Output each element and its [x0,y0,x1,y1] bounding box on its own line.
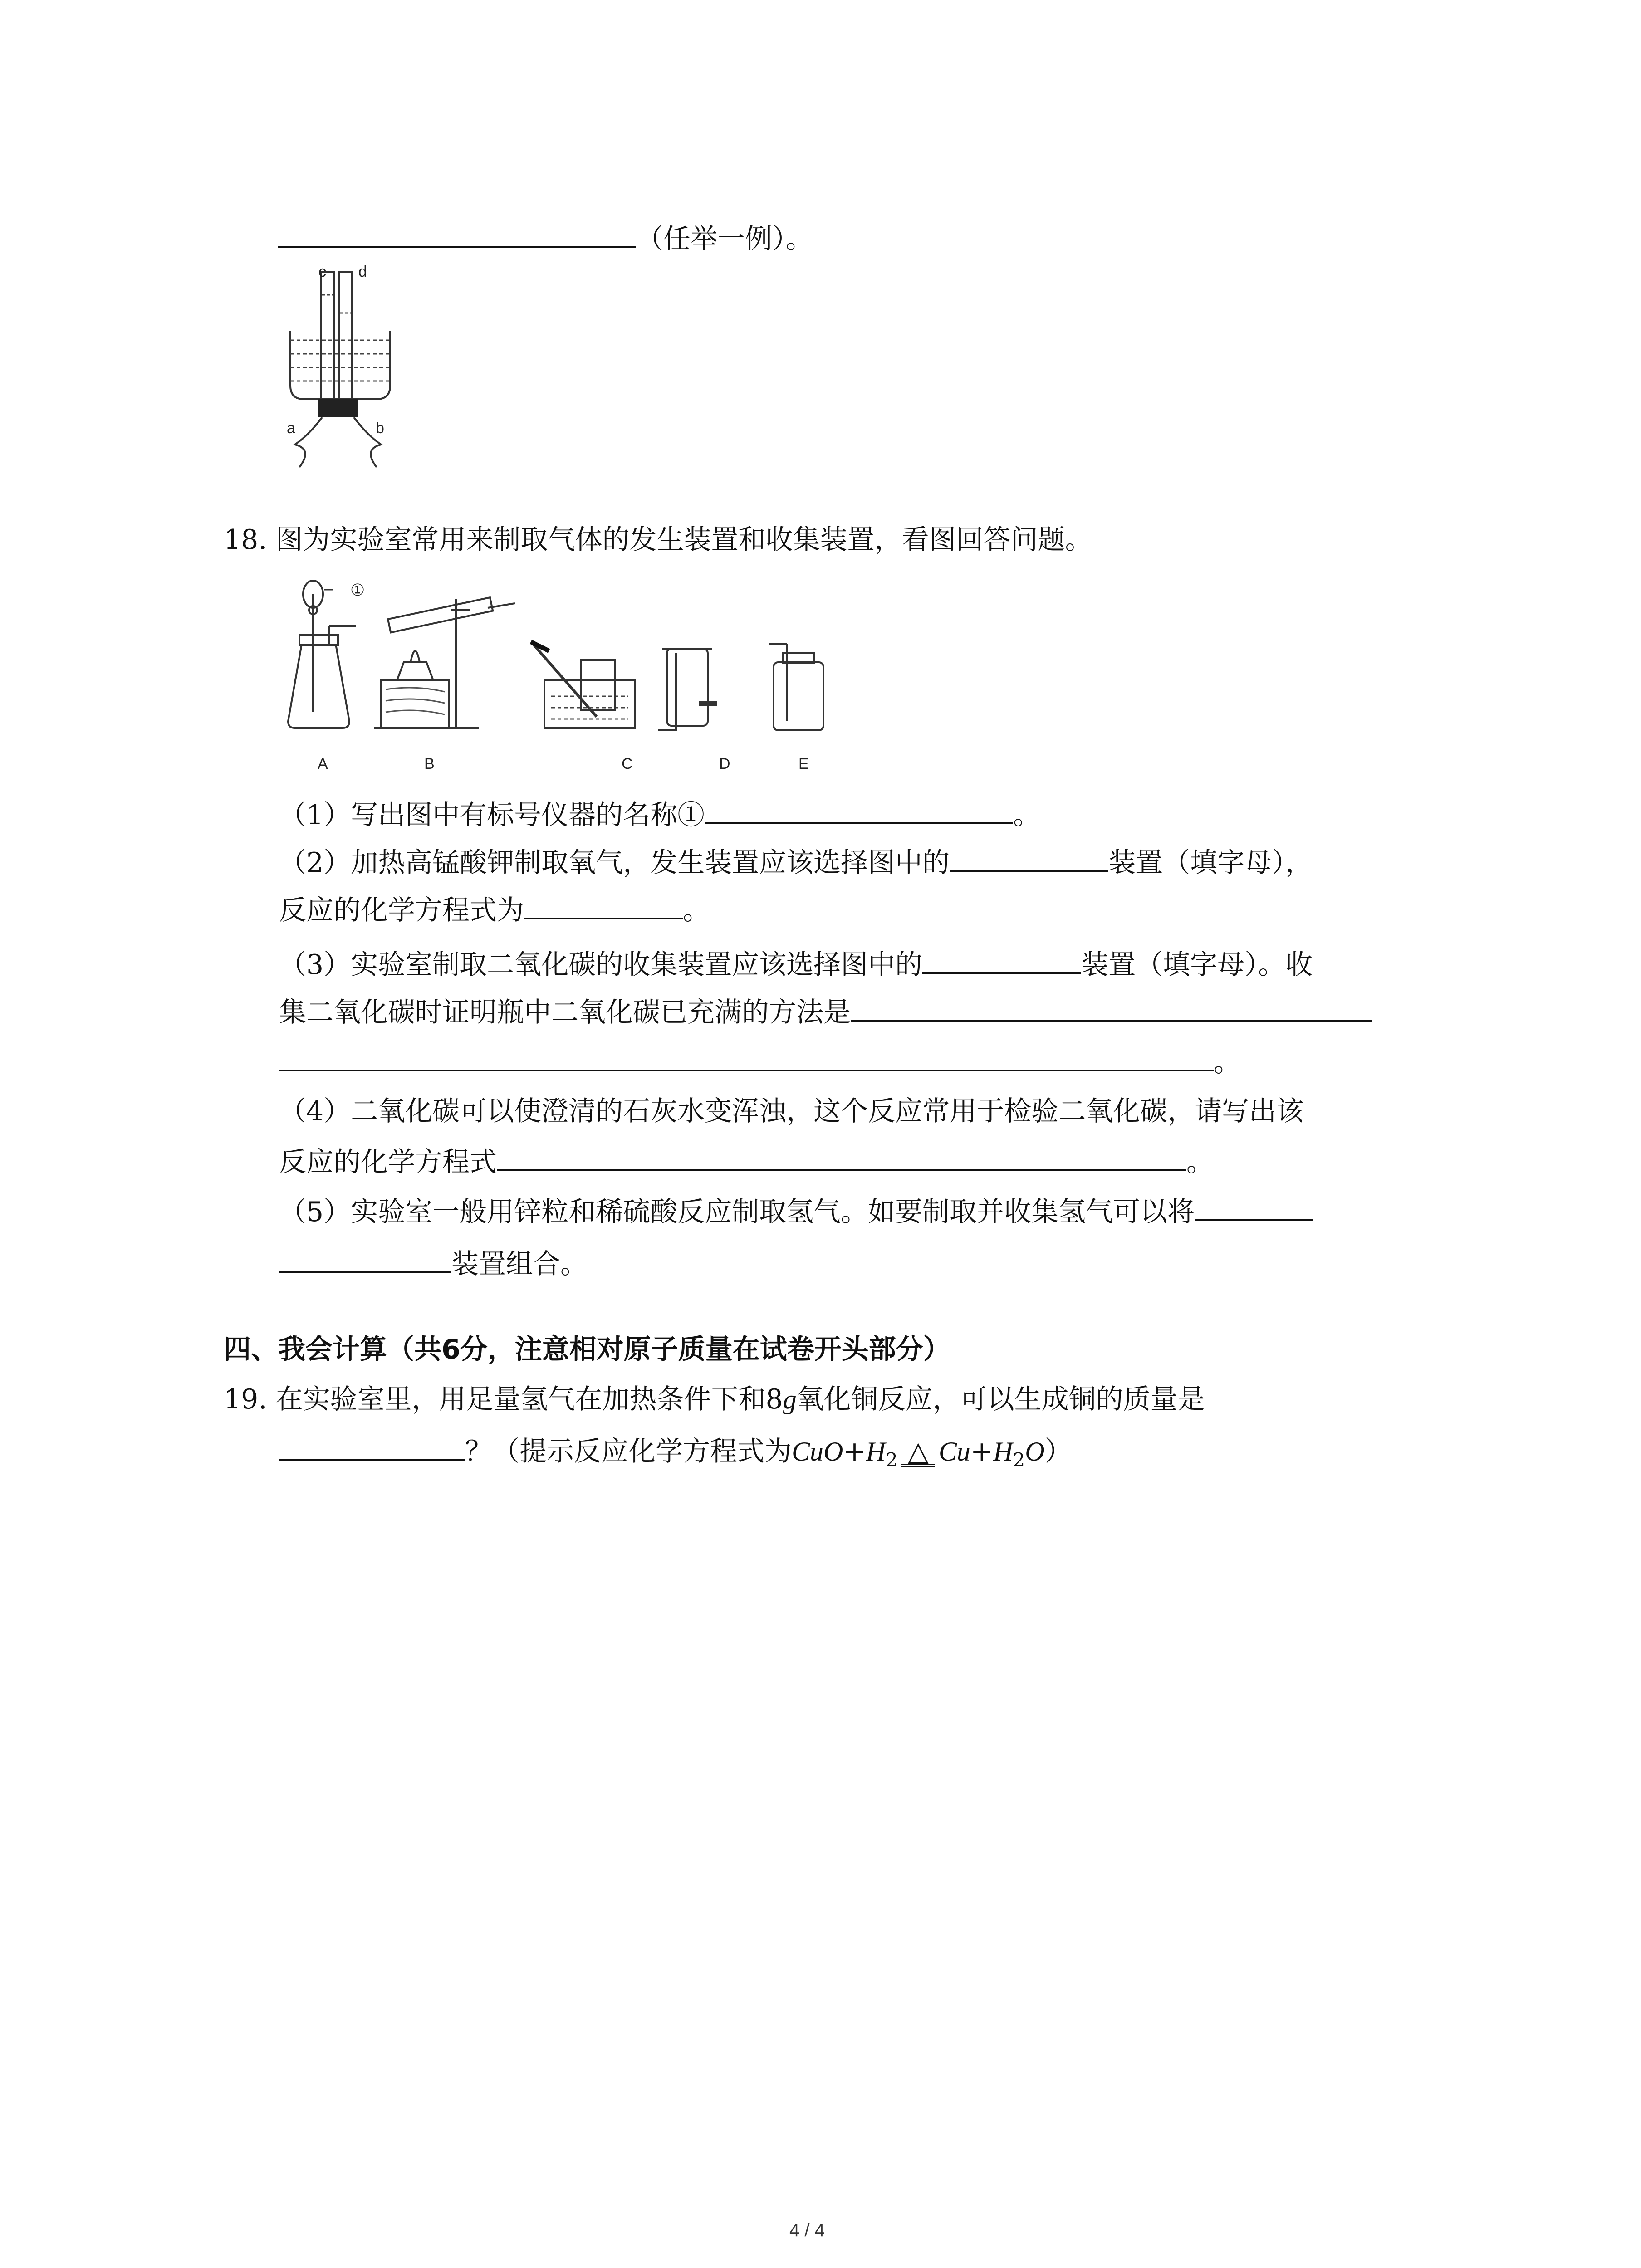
label-A: A [318,755,328,772]
q18-part3-line3 [279,1043,1241,1080]
q18-part2-line2 [279,891,710,929]
apparatus-b [374,597,515,728]
q18-p2-end: 。 [683,894,710,926]
label-D: D [719,755,730,772]
q18-blank-3c[interactable] [279,1043,1214,1071]
label-c: c [318,263,326,280]
q18-part1 [279,796,1040,833]
q18-blank-2a[interactable] [950,844,1108,872]
electrolysis-apparatus-figure [272,263,408,476]
eq-cuo: CuO [792,1437,843,1466]
q18-p5a: （5）实验室一般用锌粒和稀硫酸反应制取氢气。如要制取并收集氢气可以将 [279,1196,1195,1228]
q18-blank-2b[interactable] [524,891,683,919]
q18-blank-1[interactable] [705,796,1013,824]
q18-part3-line1 [279,946,1313,983]
q18-part3-line2 [279,993,1372,1031]
q19-mass: 8 [765,1383,783,1415]
q19-line2-end: ） [1044,1436,1072,1467]
gas-apparatus-figure [279,576,851,748]
apparatus-a [288,581,356,728]
apparatus-e [769,644,823,730]
q18-blank-3b[interactable] [851,993,1372,1022]
q18-p3-end: 。 [1214,1046,1241,1078]
heat-delta-icon: △ [907,1436,929,1467]
q19-line1b: 氧化铜反应，可以生成铜的质量是 [796,1383,1205,1415]
label-E: E [798,755,809,772]
q18-p2c: 反应的化学方程式为 [279,894,524,926]
eq-heat-arrow [901,1436,935,1467]
q19-line1a: 在实验室里，用足量氢气在加热条件下和 [275,1383,766,1415]
q18-blank-4[interactable] [497,1143,1186,1171]
q18-p1-text: （1）写出图中有标号仪器的名称① [279,799,705,831]
q18-p3b: 装置（填字母）。收 [1081,949,1313,981]
eq-h2o-sub: 2 [1013,1449,1025,1471]
q18-part4-line2 [279,1143,1214,1180]
page-number: 4 / 4 [789,2220,825,2240]
q17-answer-line [278,220,813,257]
q18-stem-text: 图为实验室常用来制取气体的发生装置和收集装置，看图回答问题。 [275,524,1092,556]
eq-h2-sub: 2 [885,1449,898,1471]
eq-cu: Cu [938,1437,970,1466]
q18-blank-3a[interactable] [922,946,1081,974]
q18-part2-line1 [279,844,1313,881]
q18-stem [224,522,1092,558]
q18-number: 18. [224,524,267,556]
q18-blank-5b[interactable] [279,1245,451,1273]
section-4-heading: 四、我会计算（共6分，注意相对原子质量在试卷开头部分） [224,1334,950,1365]
q18-p3c: 集二氧化碳时证明瓶中二氧化碳已充满的方法是 [279,997,851,1028]
q18-p4b: 反应的化学方程式 [279,1146,497,1178]
q19-line2a: ？（提示反应化学方程式为 [465,1436,792,1467]
label-b: b [376,420,384,437]
apparatus-d [658,649,717,730]
eq-plus-2: + [970,1436,994,1467]
q18-p1-end: 。 [1013,799,1041,831]
eq-h2o-h: H [993,1437,1013,1466]
q19-number: 19. [224,1383,267,1415]
q19-line1 [224,1381,1205,1418]
eq-plus-1: + [843,1436,866,1467]
q18-p4-end: 。 [1186,1146,1214,1178]
eq-h2-h: H [866,1437,886,1466]
q19-unit: g [783,1384,797,1414]
label-a: a [287,420,295,437]
q18-part5-line2 [279,1245,588,1282]
q18-part4-line1 [279,1093,1303,1129]
marker-1: ① [350,581,365,599]
q19-line2 [279,1432,1072,1478]
q18-p2b: 装置（填字母）， [1108,847,1313,879]
apparatus-c [531,642,635,728]
q18-p3a: （3）实验室制取二氧化碳的收集装置应该选择图中的 [279,949,923,981]
label-C: C [622,755,633,772]
label-B: B [424,755,435,772]
q17-tail-text: （任举一例）。 [636,223,813,255]
q18-p4a: （4）二氧化碳可以使澄清的石灰水变浑浊，这个反应常用于检验二氧化碳，请写出该 [279,1095,1304,1127]
label-d: d [358,263,367,280]
q18-p2a: （2）加热高锰酸钾制取氧气，发生装置应该选择图中的 [279,847,950,879]
q18-part5-line1 [279,1193,1313,1230]
q18-p5b: 装置组合。 [451,1248,588,1280]
q17-blank[interactable] [278,220,636,248]
q19-blank[interactable] [279,1432,465,1461]
eq-h2o-o: O [1025,1437,1045,1466]
q18-blank-5a[interactable] [1195,1193,1313,1221]
